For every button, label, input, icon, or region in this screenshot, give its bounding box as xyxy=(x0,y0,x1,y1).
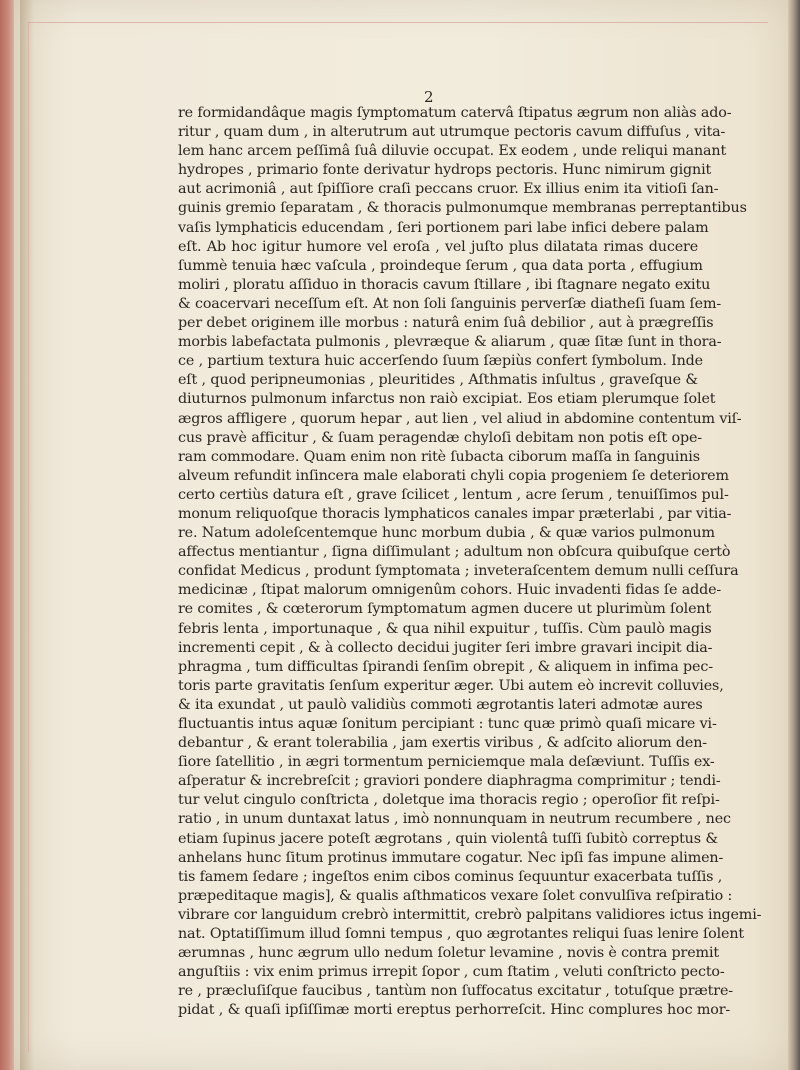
text-line: re. Natum adoleſcentemque hunc morbum dubia , & quæ varios pulmonum xyxy=(178,525,715,542)
text-line: ram commodare. Quam enim non ritè ſubacta ciborum maſſa in ſanguinis xyxy=(178,448,700,465)
text-line: fluctuantis intus aquæ ſonitum percipiant : tunc quæ primò quaſi micare vi- xyxy=(178,716,717,732)
text-line: ratio , in unum duntaxat latus , imò nonnunquam in neutrum recumbere , nec xyxy=(178,811,731,828)
adjacent-page-edge xyxy=(0,0,14,1070)
margin-rule-top xyxy=(28,22,768,23)
text-line: affectus mentiantur , ſigna diſſimulant ; adultum non obſcura quibuſque certò xyxy=(178,544,731,561)
text-line: ſiore ſatellitio , in ægri tormentum perniciemque mala deſæviunt. Tuſſis ex- xyxy=(178,754,715,771)
text-line: ritur , quam dum , in alterutrum aut utrumque pectoris cavum diffuſus , vita- xyxy=(178,124,726,141)
text-line: cus pravè afficitur , & ſuam peragendæ chyloſi debitam non potis eſt ope- xyxy=(178,429,702,446)
text-line: & ita exundat , ut paulò validiùs commoti ægrotantis lateri admotæ aures xyxy=(178,696,703,713)
text-line: medicinæ , ſtipat malorum omnigenûm cohors. Huic invadenti fidas ſe adde- xyxy=(178,582,722,599)
text-line: morbis labefactata pulmonis , plevræque & aliarum , quæ ſitæ ſunt in thora- xyxy=(178,334,722,351)
text-line: aſperatur & increbreſcit ; graviori pondere diaphragma comprimitur ; tendi- xyxy=(178,773,721,790)
text-line: tis famem ſedare ; ingeſtos enim cibos cominus ſequuntur exacerbata tuſſis , xyxy=(178,868,723,885)
text-line: ce , partium textura huic accerſendo ſuum ſæpiùs confert ſymbolum. Inde xyxy=(178,353,703,370)
text-line: vaſis lymphaticis educendam , ſeri portionem pari labe infici debere palam xyxy=(178,219,709,236)
text-line: aut acrimoniâ , aut ſpiſſiore craſi peccans cruor. Ex illius enim ita vitioſi ſan- xyxy=(178,181,719,198)
margin-rule-left xyxy=(28,22,29,1052)
text-line: monum reliquoſque thoracis lymphaticos canales impar præterlabi , par vitia- xyxy=(178,505,732,522)
text-line: moliri , ploratu aſſiduo in thoracis cavum ſtillare , ibi ſtagnare negato exitu xyxy=(178,276,711,293)
text-line: præpeditaque magis], & qualis aſthmaticos vexare ſolet convulſiva reſpiratio : xyxy=(178,887,733,904)
text-line: ſummè tenuia hæc vaſcula , proindeque ſerum , qua data porta , effugium xyxy=(178,257,703,274)
text-line: lem hanc arcem peſſimâ ſuâ diluvie occupat. Ex eodem , unde reliqui manant xyxy=(178,143,727,160)
text-line: per debet originem ille morbus : naturâ enim ſuâ debilior , aut à prægreſſis xyxy=(178,315,714,332)
text-line: hydropes , primario fonte derivatur hydrops pectoris. Hunc nimirum gignit xyxy=(178,162,712,179)
text-line: diuturnos pulmonum infarctus non raiò excipiat. Eos etiam plerumque ſolet xyxy=(178,391,716,408)
text-line: nat. Optatiſſimum illud ſomni tempus , quo ægrotantes reliqui ſuas lenire ſolent xyxy=(178,926,745,943)
body-text xyxy=(178,104,762,1021)
text-line: re formidandâque magis ſymptomatum catervâ ſtipatus ægrum non aliàs ado- xyxy=(178,105,732,121)
text-line: ægros affligere , quorum hepar , aut lien , vel aliud in abdomine contentum viſ- xyxy=(178,410,742,427)
text-line: re , præcluſiſque faucibus , tantùm non ſuffocatus excitatur , totuſque prætre- xyxy=(178,983,733,1000)
text-line: toris parte gravitatis ſenſum experitur æger. Ubi autem eò increvit colluvies, xyxy=(178,677,724,694)
text-line: eſt. Ab hoc igitur humore vel eroſa , vel juſto plus dilatata rimas ducere xyxy=(178,238,698,255)
page-number: 2 xyxy=(424,88,434,106)
text-line: phragma , tum difficultas ſpirandi ſenſim obrepit , & aliquem in infima pec- xyxy=(178,658,713,675)
text-line: debantur , & erant tolerabilia , jam exertis viribus , & adſcito aliorum den- xyxy=(178,735,707,752)
text-line: incrementi cepit , & à collecto decidui jugiter ſeri imbre gravari incipit dia- xyxy=(178,639,713,656)
text-line: certo certiùs datura eſt , grave ſcilicet , lentum , acre ſerum , tenuiſſimos pul- xyxy=(178,486,729,503)
text-line: anguſtiis : vix enim primus irrepit ſopor , cum ſtatim , veluti conſtricto pecto- xyxy=(178,964,725,981)
text-line: re comites , & cœterorum ſymptomatum agmen ducere ut plurimùm ſolent xyxy=(178,601,712,618)
text-line: & coacervari neceſſum eſt. At non ſoli ſanguinis perverſæ diatheſi ſuam ſem- xyxy=(178,295,722,312)
text-line: alveum refundit inſincera male elaborati chyli copia progeniem ſe deteriorem xyxy=(178,467,729,484)
text-line: ærumnas , hunc ægrum ullo nedum ſoletur levamine , novis è contra premit xyxy=(178,945,719,962)
page-stack-edge xyxy=(788,0,800,1070)
page-gutter-shadow xyxy=(20,0,34,1070)
text-line: eſt , quod peripneumonias , pleuritides , Aſthmatis inſultus , graveſque & xyxy=(178,372,698,389)
text-line: vibrare cor languidum crebrò intermittit, crebrò palpitans validiores ictus ingemi- xyxy=(178,906,762,923)
text-line: anhelans hunc ſitum protinus immutare cogatur. Nec ipſi fas impune alimen- xyxy=(178,849,724,866)
text-line: etiam ſupinus jacere poteſt ægrotans , quin violentâ tuſſi ſubitò correptus & xyxy=(178,830,718,847)
text-line: pidat , & quaſi ipſiſſimæ morti ereptus perhorreſcit. Hinc complures hoc mor- xyxy=(178,1002,731,1019)
text-line: tur velut cingulo conſtricta , doletque ima thoracis regio ; operoſior fit reſpi- xyxy=(178,792,720,809)
text-line: confidat Medicus , produnt ſymptomata ; inveteraſcentem demum nulli ceſſura xyxy=(178,563,739,580)
text-line: guinis gremio ſeparatam , & thoracis pulmonumque membranas perreptantibus xyxy=(178,200,747,217)
text-line: febris lenta , importunaque , & qua nihil expuitur , tuſſis. Cùm paulò magis xyxy=(178,620,712,637)
